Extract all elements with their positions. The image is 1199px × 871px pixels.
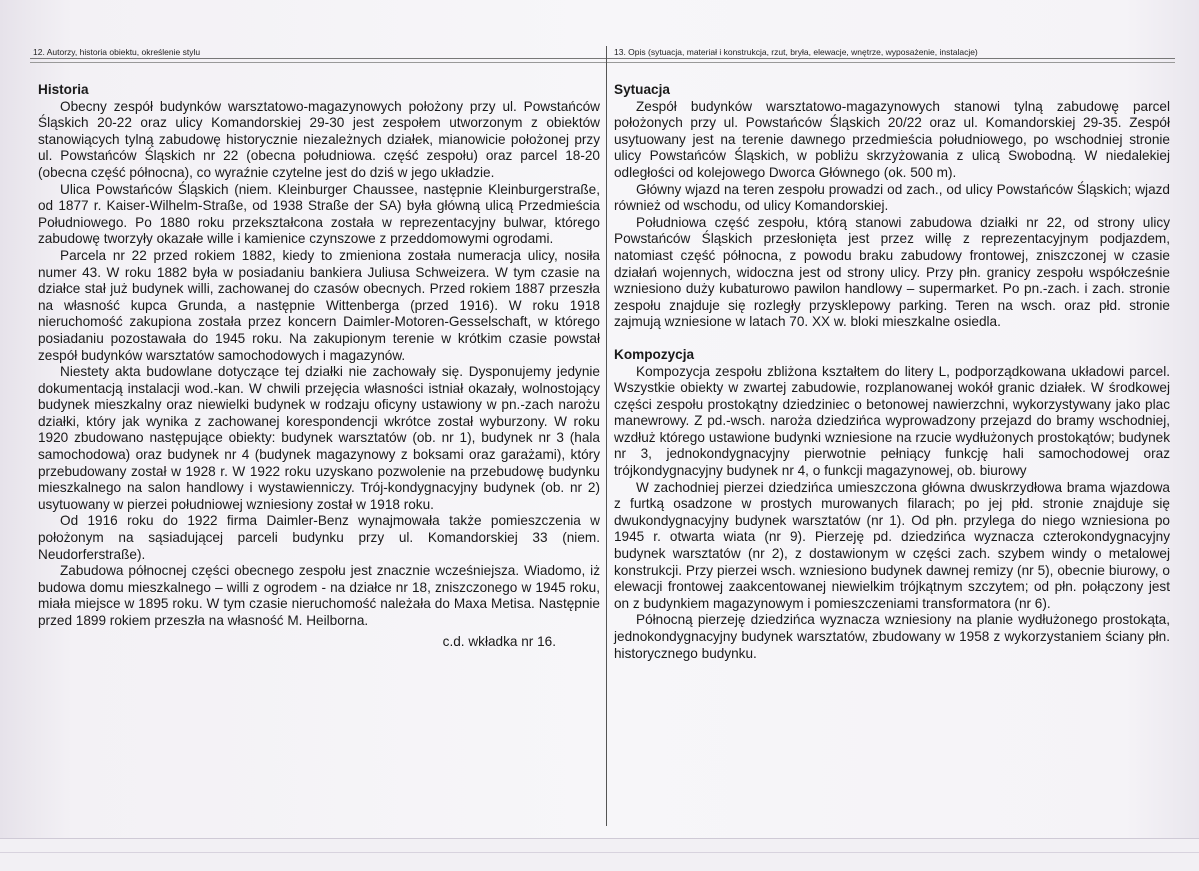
continuation-note: c.d. wkładka nr 16. — [442, 633, 556, 649]
section-13-header: 13. Opis (sytuacja, materiał i konstrukcja, rzut, bryła, elewacje, wnętrze, wyposażenie, instalacje) — [614, 47, 978, 57]
history-column — [38, 82, 600, 650]
section-12-header: 12. Autorzy, historia obiektu, określenie stylu — [33, 47, 201, 57]
history-paragraph-2: Ulica Powstańców Śląskich (niem. Kleinburger Chaussee, następnie Kleinburgerstraße, od 1877 r. Kaiser-Wilhelm-Straße, od 1938 Straße der SA) była główną ulicą Przedmieścia Południowego. Po 1880 roku przekształcona została w reprezentacyjny bulwar, którego zabudowę tworzyły okazałe wille i kamienice czynszowe z przeddomowymi ogrodami. — [38, 181, 600, 247]
history-paragraph-3: Parcela nr 22 przed rokiem 1882, kiedy to zmieniona została numeracja ulicy, nosiła numer 43. W roku 1882 była w posiadaniu bankiera Juliusa Schweizera. W tym czasie na działce stał już budynek willi, zachowanej do czasów obecnych. Przed rokiem 1887 przeszła na własność kupca Grunda, a następnie Wittenberga (przed 1916). W roku 1918 nieruchomość zakupiona została przez koncern Daimler-Motoren-Gesselschaft, w którego posiadaniu pozostawała do 1945 roku. Na zakupionym terenie w krótkim czasie powstał zespół budynków warsztatów samochodowych i magazynów. — [38, 247, 600, 363]
composition-paragraph-3: Północną pierzeję dziedzińca wyznacza wzniesiony na planie wydłużonego prostokąta, jednokondygnacyjny budynek warsztatów, zbudowany w 1958 z wykorzystaniem ściany płn. historycznego budynku. — [614, 612, 1170, 661]
page-bottom-edge — [0, 838, 1199, 871]
history-title: Historia — [38, 82, 89, 97]
header-rule-secondary — [30, 62, 1175, 63]
composition-title: Kompozycja — [614, 346, 695, 362]
situation-paragraph-3: Południowa część zespołu, którą stanowi zabudowa działki nr 22, od strony ulicy Powstańców Śląskich przesłonięta jest przez willę z reprezentacyjnym podjazdem, natomiast część północna, z powodu braku zabudowy frontowej, zniszczonej w czasie działań wojennych, widoczna jest od strony ulicy. Przy płn. granicy zespołu współcześnie wzniesiono duży kubaturowo pawilon handlowy – supermarket. Po pn.-zach. i zach. stronie zespołu znajduje się rozległy przysklepowy parking. Teren na wsch. oraz płd. stronie zajmują wzniesione w latach 70. XX w. bloki mieszkalne osiedla. — [614, 214, 1170, 330]
column-divider — [606, 46, 607, 826]
situation-title: Sytuacja — [614, 82, 670, 97]
section-spacer — [614, 331, 1170, 347]
page-bottom-edge-line — [0, 852, 1199, 853]
situation-paragraph-1: Zespół budynków warsztatowo-magazynowych stanowi tylną zabudowę parcel położonych przy ul. Powstańców Śląskich 20/22 oraz ul. Komandorskiej 29-35. Zespół usytuowany jest na terenie dawnego przedmieścia południowego, po wschodniej stronie ulicy Powstańców Śląskich, w pobliżu skrzyżowania z ulicą Swobodną. W niedalekiej odległości od kolejowego Dworca Głównego (ok. 500 m). — [614, 98, 1170, 180]
composition-paragraph-2: W zachodniej pierzei dziedzińca umieszczona główna dwuskrzydłowa brama wjazdowa z furtką osadzone w prostych murowanych filarach; po jej płd. stronie znajduje się dwukondygnacyjny budynek warsztatów (nr 1). Od płn. przylega do niego wzniesiona po 1945 r. otwarta wiata (nr 9). Pierzeję pd. dziedzińca wyznacza czterokondygnacyjny budynek warsztatów (nr 2), z dostawionym w części zach. szybem windy o metalowej konstrukcji. Przy pierzei wsch. wzniesiono budynek dawnej remizy (nr 5), obecnie biurowy, o elewacji frontowej zaakcentowanej niewielkim trójkątnym szczytem; od płn. połączony jest on z budynkiem magazynowym i pomieszczeniami transformatora (nr 6). — [614, 479, 1170, 611]
header-rule — [30, 58, 1175, 59]
history-paragraph-4: Niestety akta budowlane dotyczące tej działki nie zachowały się. Dysponujemy jedynie dokumentacją instalacji wod.-kan. W chwili przejęcia własności istniał okazały, wolnostojący budynek mieszkalny oraz niewielki budynek w rodzaju oficyny ustawiony w pn.-zach narożu działki, który jak wynika z zachowanej korespondencji wkrótce został wyburzony. W roku 1920 zbudowano następujące obiekty: budynek warsztatów (ob. nr 1), budynek nr 3 (hala samochodowa) oraz budynek nr 4 (budynek magazynowy z boksami oraz garażami), który przebudowany został w 1928 r. W 1922 roku uzyskano pozwolenie na przebudowę budynku mieszkalnego na salon handlowy i wystawienniczy. Trój-kondygnacyjny budynek (ob. nr 2) usytuowany w pierzei południowej wzniesiony został w 1918 roku. — [38, 364, 600, 512]
history-paragraph-1: Obecny zespół budynków warsztatowo-magazynowych położony przy ul. Powstańców Śląskich 20-22 oraz ulicy Komandorskiej 29-30 jest zespołem utworzonym z obiektów stanowiących tylną zabudowę historycznie niezależnych działek, mianowicie położonej przy ul. Powstańców Śląskich nr 22 (obecna południowa. część zespołu) oraz parcel 18-20 (obecna część północna), co wyraźnie czytelne jest do dziś w jego układzie. — [38, 98, 600, 180]
history-paragraph-6: Zabudowa północnej części obecnego zespołu jest znacznie wcześniejsza. Wiadomo, iż budowa domu mieszkalnego – willi z ogrodem - na działce nr 18, zniszczonego w 1945 roku, miała miejsce w 1895 roku. W tym czasie nieruchomość należała do Maxa Metisa. Następnie przed 1899 rokiem przeszła na własność M. Heilborna. — [38, 563, 600, 628]
description-column — [614, 82, 1170, 662]
situation-paragraph-2: Główny wjazd na teren zespołu prowadzi od zach., od ulicy Powstańców Śląskich; wjazd również od wschodu, od ulicy Komandorskiej. — [614, 181, 1170, 214]
composition-paragraph-1: Kompozycja zespołu zbliżona kształtem do litery L, podporządkowana układowi parcel. Wszystkie obiekty w zwartej zabudowie, rozplanowanej wokół granic działek. W środkowej części zespołu prostokątny dziedziniec o betonowej nawierzchni, wykorzystywany jako plac manewrowy. Z pd.-wsch. naroża dziedzińca wyprowadzony przejazd do bramy wschodniej, wzdłuż którego ustawione budynki wzniesione na rzucie wydłużonych prostokątów; budynek nr 3, jednokondygnacyjny pierwotnie pełniący funkcję hali samochodowej oraz trójkondygnacyjny budynek nr 4, o funkcji magazynowej, ob. biurowy — [614, 363, 1170, 479]
history-paragraph-5: Od 1916 roku do 1922 firma Daimler-Benz wynajmowała także pomieszczenia w położonym na sąsiadującej parceli budynku przy ul. Komandorskiej 33 (niem. Neudorferstraße). — [38, 513, 600, 562]
